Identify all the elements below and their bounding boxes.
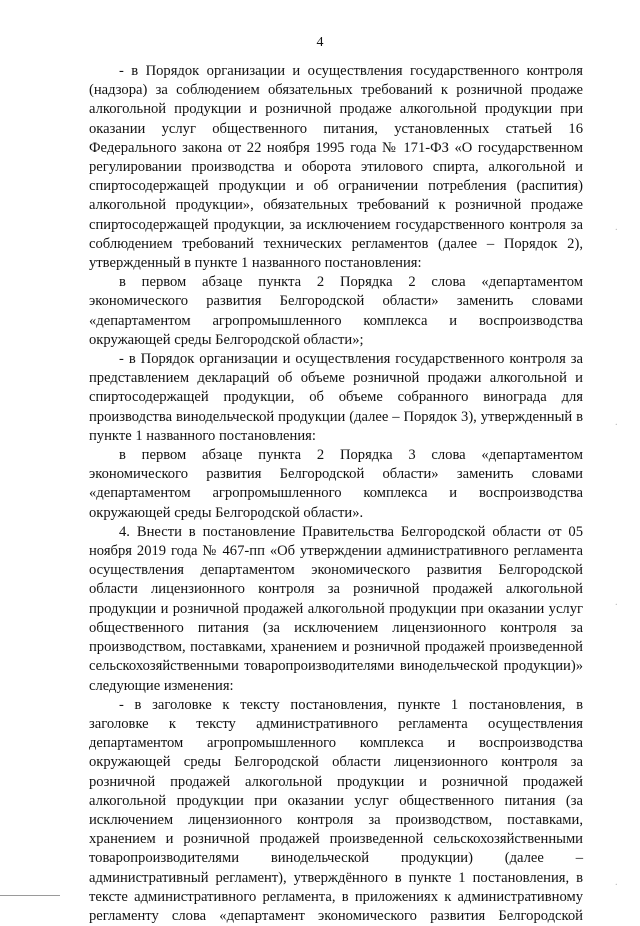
scan-artifact-mark: · bbox=[614, 600, 618, 611]
scan-artifact-mark: · bbox=[614, 880, 618, 891]
paragraph-procedure-2: - в Порядок организации и осуществления государственного контроля (надзора) за соблюдением обязательных требований к розничной продаже алкогольной продукции и розничной продаже алкогольной продукции при оказании услуг общественного питания, установленных статьей 16 Федерального закона от 22 ноября 1995 года № 171-ФЗ «О государственном регулировании производства и оборота этилового спирта, алкогольной и спиртосодержащей продукции и об ограничении потребления (распития) алкогольной продукции», обязательных требований к розничной продаже спиртосодержащей продукции, за исключением государственного контроля за соблюдением требований технических регламентов (далее – Порядок 2), утвержденный в пункте 1 названного постановления: bbox=[89, 63, 583, 272]
paragraph-procedure-3-amendment: в первом абзаце пункта 2 Порядка 3 слова «департаментом экономического развития Белгородской области» заменить словами «департаментом агропромышленного комплекса и воспроизводства окружающей среды Белгородской области». bbox=[89, 447, 583, 521]
page-number: 4 bbox=[316, 35, 324, 50]
scan-artifact-mark: · bbox=[614, 225, 618, 236]
paragraph-procedure-2-amendment: в первом абзаце пункта 2 Порядка 2 слова «департаментом экономического развития Белгородской области» заменить словами «департаментом агропромышленного комплекса и воспроизводства окружающей среды Белгородской области»; bbox=[89, 274, 583, 348]
footer-rule bbox=[0, 895, 60, 896]
paragraph-item-4: 4. Внести в постановление Правительства Белгородской области от 05 ноября 2019 года № 467-пп «Об утверждении административного регламента осуществления департаментом экономического развития Белгородской области лицензионного контроля за розничной продажей алкогольной продукции и розничной продажей алкогольной продукции при оказании услуг общественного питания (за исключением лицензионного контроля за производством, поставками, хранением и розничной продажей произведенной сельскохозяйственными товаропроизводителями винодельческой продукции)» следующие изменения: bbox=[89, 523, 583, 694]
scan-artifact-mark: · bbox=[614, 420, 618, 431]
paragraph-title-amendments: - в заголовке к тексту постановления, пункте 1 постановления, в заголовке к тексту административного регламента осуществления департаментом агропромышленного комплекса и воспроизводства окружающей среды Белгородской области лицензионного контроля за розничной продажей алкогольной продукции и розничной продажей алкогольной продукции при оказании услуг общественного питания (за исключением лицензионного контроля за производством, поставками, хранением и розничной продажей произведенной сельскохозяйственными товаропроизводителями винодельческой продукции) (далее – административный регламент), утверждённого в пункте 1 постановления, в тексте административного регламента, в приложениях к административному регламенту слова «департамент экономического развития Белгородской bbox=[89, 696, 583, 924]
document-body bbox=[89, 62, 583, 926]
paragraph-procedure-3: - в Порядок организации и осуществления государственного контроля за представлением деклараций об объеме розничной продажи алкогольной и спиртосодержащей продукции, об объеме собранного винограда для производства винодельческой продукции (далее – Порядок 3), утвержденный в пункте 1 названного постановления: bbox=[89, 351, 583, 444]
